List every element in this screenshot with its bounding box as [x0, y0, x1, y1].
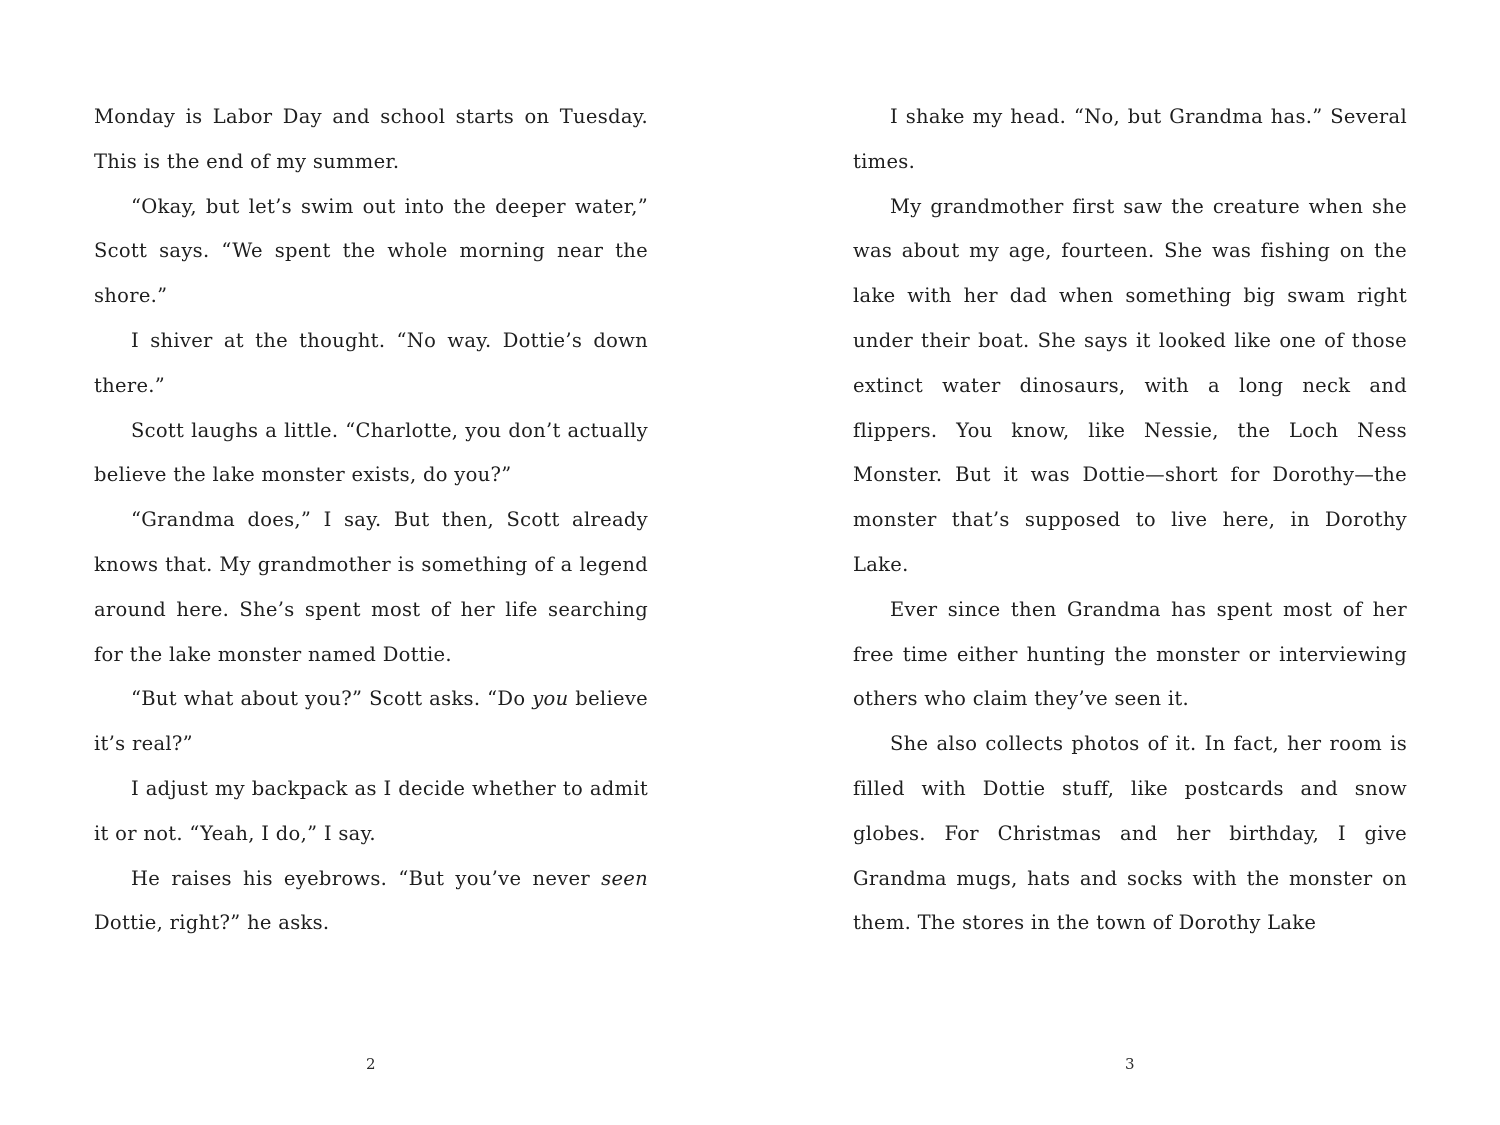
paragraph: I shiver at the thought. “No way. Dottie’s down there.” [94, 328, 648, 397]
paragraph: “Okay, but let’s swim out into the deeper water,” Scott says. “We spent the whole morning near the shore.” [94, 194, 648, 308]
paragraph: Ever since then Grandma has spent most of her free time either hunting the monster or interviewing others who claim they’ve seen it. [853, 597, 1407, 711]
right-page [853, 95, 1407, 1095]
paragraph: My grandmother first saw the creature when she was about my age, fourteen. She was fishing on the lake with her dad when something big swam right under their boat. She says it looked like one of those extinct water dinosaurs, with a long neck and flippers. You know, like Nessie, the Loch Ness Monster. But it was Dottie—short for Dorothy—the monster that’s supposed to live here, in Dorothy Lake. [853, 194, 1407, 576]
paragraph: Scott laughs a little. “Charlotte, you don’t actually believe the lake monster exists, do you?” [94, 418, 648, 487]
right-page-text [853, 95, 1407, 946]
paragraph: Monday is Labor Day and school starts on Tuesday. This is the end of my summer. [94, 105, 648, 173]
paragraph [94, 857, 648, 947]
page-number-right: 3 [1124, 1055, 1136, 1073]
paragraph [94, 677, 648, 767]
paragraph-text: believe it’s real?” [94, 687, 648, 756]
emphasized-word: you [532, 687, 569, 711]
emphasized-word: seen [601, 866, 648, 890]
paragraph-text: He raises his eyebrows. “But you’ve never [131, 866, 602, 890]
left-page [94, 95, 648, 1095]
page-number-left: 2 [365, 1055, 377, 1073]
paragraph: She also collects photos of it. In fact, her room is filled with Dottie stuff, like postcards and snow globes. For Christmas and her birthday, I give Grandma mugs, hats and socks with the monster on them. The stores in the town of Dorothy Lake [853, 732, 1407, 935]
paragraph: I shake my head. “No, but Grandma has.” Several times. [853, 105, 1407, 173]
paragraph-text: Dottie, right?” he asks. [94, 911, 330, 935]
paragraph-text: “But what about you?” Scott asks. “Do [131, 687, 533, 711]
paragraph: I adjust my backpack as I decide whether to admit it or not. “Yeah, I do,” I say. [94, 776, 648, 845]
left-page-text [94, 95, 648, 946]
paragraph: “Grandma does,” I say. But then, Scott already knows that. My grandmother is something of a legend around here. She’s spent most of her life searching for the lake monster named Dottie. [94, 508, 648, 666]
